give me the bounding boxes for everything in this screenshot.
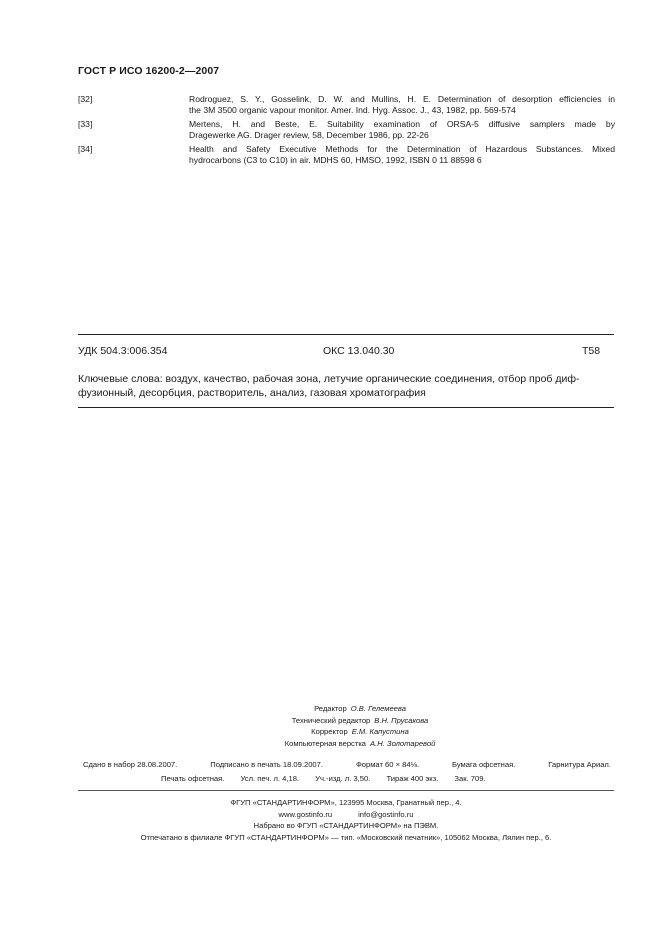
imprint: [78, 797, 614, 843]
printed-note: Отпечатано в филиале ФГУП «СТАНДАРТИНФОРМ» — тип. «Московский печатник», 105062 Москва, Лялин пер., 6.: [140, 832, 552, 842]
reference-line: hydrocarbons (C3 to C10) in air. MDHS 60, HMSO, 1992, ISBN 0 11 88598 6: [189, 155, 482, 166]
reference-number: [33]: [78, 119, 93, 129]
publisher-contacts: [78, 809, 614, 821]
pub-detail: Формат 60 × 84⅛.: [355, 760, 420, 769]
bibliography-list: [78, 94, 615, 169]
editor-line: [230, 726, 490, 738]
keywords-line: Ключевые слова: воздух, качество, рабочая зона, летучие органические соединения, отбор проб диф-: [78, 373, 580, 385]
editor-name: В.Н. Прусакова: [374, 715, 429, 725]
editor-line: [230, 738, 490, 750]
reference-text: [189, 94, 615, 117]
publication-details-line-2: [161, 774, 500, 783]
editor-name: Е.М. Капустина: [351, 727, 409, 737]
document-header: ГОСТ Р ИСО 16200-2—2007: [78, 65, 220, 77]
pub-detail: Уч.-изд. л. 3,50.: [315, 774, 371, 783]
divider-top: [78, 334, 614, 335]
divider-bottom: [78, 407, 614, 408]
typeset-note: Набрано во ФГУП «СТАНДАРТИНФОРМ» на ПЭВМ.: [253, 821, 439, 831]
email-link[interactable]: info@gostinfo.ru: [358, 809, 414, 819]
website-link[interactable]: www.gostinfo.ru: [278, 809, 333, 819]
reference-line: Health and Safety Executive Methods for the Determination of Hazardous Substances. Mixed: [189, 144, 615, 154]
reference-item: [78, 94, 615, 117]
reference-line: the 3M 3500 organic vapour monitor. Amer. Ind. Hyg. Assoc. J., 43, 1982, pp. 569-574: [189, 105, 516, 116]
editor-role: Редактор: [314, 704, 347, 713]
divider-imprint: [78, 790, 614, 791]
category-code: T58: [582, 345, 601, 357]
pub-detail: Сдано в набор 28.08.2007.: [83, 760, 178, 769]
publisher-address: ФГУП «СТАНДАРТИНФОРМ», 123995 Москва, Гранатный пер., 4.: [230, 798, 462, 807]
keywords: [78, 372, 598, 400]
editorial-credits: [230, 703, 490, 749]
publication-details-line-1: [83, 760, 611, 769]
pub-detail: Гарнитура Ариал.: [548, 760, 611, 769]
pub-detail: Усл. печ. л. 4,18.: [240, 774, 300, 783]
reference-number: [34]: [78, 144, 93, 154]
oks-code: ОКС 13.040.30: [323, 345, 395, 357]
reference-item: [78, 144, 615, 167]
editor-name: О.В. Гелемеева: [350, 704, 406, 713]
reference-line: Mertens, H. and Beste, E. Suitability examination of ORSA-5 diffusive samplers made by: [189, 119, 615, 129]
pub-detail: Тираж 400 экз.: [386, 774, 439, 783]
pub-detail: Зак. 709.: [454, 774, 486, 783]
reference-text: [189, 119, 615, 142]
pub-detail: Бумага офсетная.: [452, 760, 516, 769]
editor-name: А.Н. Золотаревой: [370, 738, 436, 748]
keywords-line: фузионный, десорбция, растворитель, анализ, газовая хроматография: [78, 387, 426, 399]
reference-line: Rodroguez, S. Y., Gosselink, D. W. and Mullins, H. E. Determination of desorption efficiencies in: [189, 94, 615, 104]
editor-line: [230, 715, 490, 727]
editor-role: Компьютерная верстка: [284, 738, 367, 748]
editor-role: Технический редактор: [291, 715, 371, 725]
reference-item: [78, 119, 615, 142]
editor-line: [230, 703, 490, 715]
reference-text: [189, 144, 615, 167]
pub-detail: Подписано в печать 18.09.2007.: [210, 760, 323, 769]
reference-number: [32]: [78, 94, 93, 104]
editor-role: Корректор: [311, 727, 348, 737]
reference-line: Dragewerke AG. Drager review, 58, December 1986, pp. 22-26: [189, 130, 429, 141]
udk-code: УДК 504.3:006.354: [78, 345, 168, 357]
pub-detail: Печать офсетная.: [161, 774, 225, 783]
